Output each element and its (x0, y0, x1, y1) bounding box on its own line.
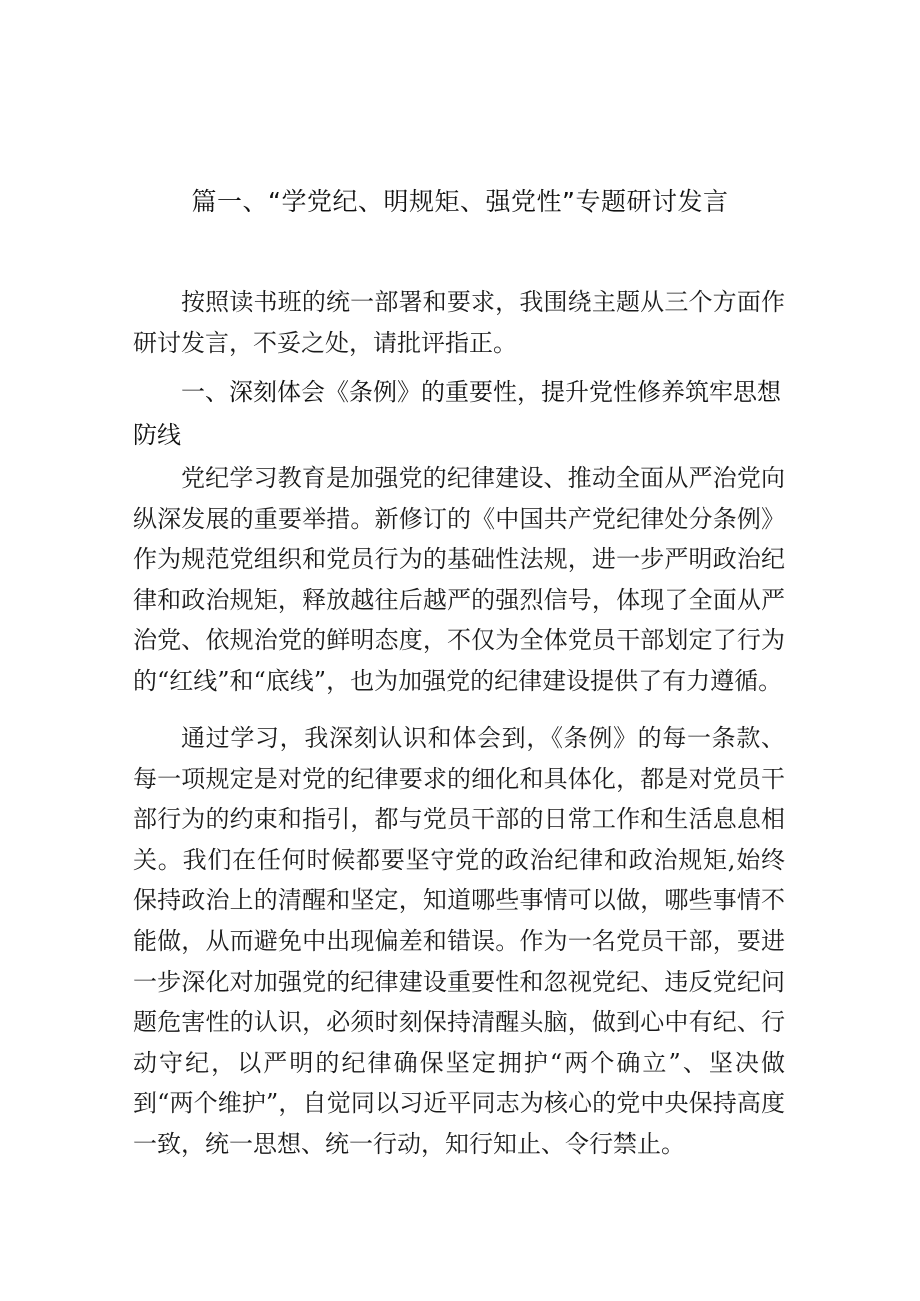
document-title: 篇一、“学党纪、明规矩、强党性”专题研讨发言 (191, 187, 729, 216)
body-paragraph: 党纪学习教育是加强党的纪律建设、推动全面从严治党向纵深发展的重要举措。新修订的《中国共产党纪律处分条例》作为规范党组织和党员行为的基础性法规，进一步严明政治纪律和政治规矩，释放越往后越严的强烈信号，体现了全面从严治党、依规治党的鲜明态度，不仅为全体党员干部划定了行为的“红线”和“底线”，也为加强党的纪律建设提供了有力遵循。 (133, 464, 785, 695)
intro-paragraph: 按照读书班的统一部署和要求，我围绕主题从三个方面作研讨发言，不妥之处，请批评指正。 (133, 288, 785, 357)
section-heading: 一、深刻体会《条例》的重要性，提升党性修养筑牢思想防线 (133, 378, 781, 449)
body-paragraph: 通过学习，我深刻认识和体会到，《条例》的每一条款、每一项规定是对党的纪律要求的细化和具体化，都是对党员干部行为的约束和指引，都与党员干部的日常工作和生活息息相关。我们在任何时候都要坚守党的政治纪律和政治规矩,始终保持政治上的清醒和坚定，知道哪些事情可以做，哪些事情不能做，从而避免中出现偏差和错误。作为一名党员干部，要进一步深化对加强党的纪律建设重要性和忽视党纪、违反党纪问题危害性的认识，必须时刻保持清醒头脑，做到心中有纪、行动守纪，以严明的纪律确保坚定拥护“两个确立”、坚决做到“两个维护”，自觉同以习近平同志为核心的党中央保持高度一致，统一思想、统一行动，知行知止、令行禁止。 (133, 724, 785, 1158)
